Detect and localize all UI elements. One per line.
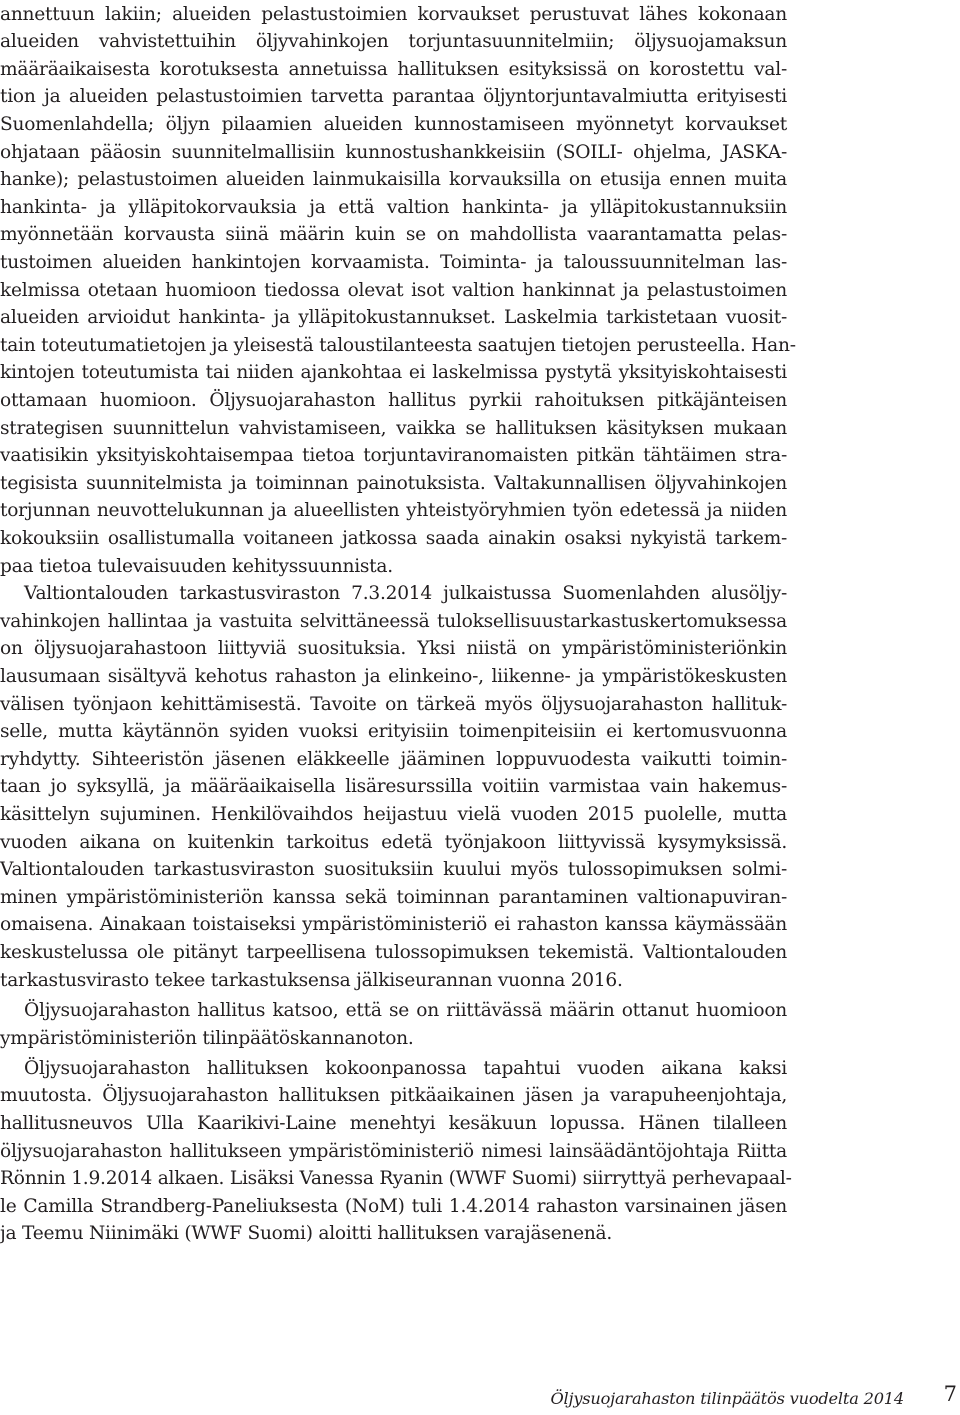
- text-line: hankinta- ja ylläpitokorvauksia ja että valtion hankinta- ja ylläpitokustannuksiin: [0, 197, 787, 218]
- text-line: Valtiontalouden tarkastusviraston 7.3.2014 julkaistussa Suomenlahden alusöljy-: [24, 583, 787, 604]
- text-line: Valtiontalouden tarkastusviraston suosituksiin kuului myös tulossopimuksen solmi-: [0, 859, 787, 880]
- text-line: kelmissa otetaan huomioon tiedossa olevat isot valtion hankinnat ja pelastustoimen: [0, 280, 787, 301]
- footer-title: Öljysuojarahaston tilinpäätös vuodelta 2014: [550, 1389, 904, 1408]
- page-number: 7: [943, 1382, 957, 1406]
- text-line: hanke); pelastustoimen alueiden lainmukaisilla korvauksilla on etusija ennen muita: [0, 169, 787, 190]
- text-line: Rönnin 1.9.2014 alkaen. Lisäksi Vanessa Ryanin (WWF Suomi) siirryttyä perhevapaal-: [0, 1168, 792, 1189]
- text-line: taan jo syksyllä, ja määräaikaisella lisäresurssilla voitiin varmistaa vain hakemus-: [0, 776, 787, 797]
- text-line: tion ja alueiden pelastustoimien tarvetta parantaa öljyntorjuntavalmiutta erityisesti: [0, 86, 787, 107]
- text-line: tain toteutumatietojen ja yleisestä taloustilanteesta saatujen tietojen perusteella. Han-: [0, 335, 796, 356]
- text-line: määräaikaisesta korotuksesta annetuissa hallituksen esityksissä on korostettu val-: [0, 59, 787, 80]
- text-line: paa tietoa tulevaisuuden kehityssuunnista.: [0, 556, 393, 577]
- text-line: selle, mutta käytännön syiden vuoksi erityisiin toimenpiteisiin ei kertomusvuonna: [0, 721, 787, 742]
- text-line: muutosta. Öljysuojarahaston hallituksen pitkäaikainen jäsen ja varapuheenjohtaja,: [0, 1085, 787, 1106]
- text-line: on öljysuojarahastoon liittyviä suosituksia. Yksi niistä on ympäristöministeriönkin: [0, 638, 787, 659]
- text-line: hallitusneuvos Ulla Kaarikivi-Laine menehtyi kesäkuun lopussa. Hänen tilalleen: [0, 1113, 787, 1134]
- text-line: kokouksiin osallistumalla voitaneen jatkossa saada ainakin osaksi nykyistä tarkem-: [0, 528, 787, 549]
- page-footer: [0, 1380, 960, 1414]
- text-line: Suomenlahdella; öljyn pilaamien alueiden kunnostamiseen myönnetyt korvaukset: [0, 114, 787, 135]
- text-line: alueiden arvioidut hankinta- ja ylläpitokustannukset. Laskelmia tarkistetaan vuosit-: [0, 307, 787, 328]
- text-line: le Camilla Strandberg-Paneliuksesta (NoM) tuli 1.4.2014 rahaston varsinainen jäsen: [0, 1196, 787, 1217]
- text-line: strategisen suunnittelun vahvistamiseen, vaikka se hallituksen käsityksen mukaan: [0, 418, 787, 439]
- text-line: omaisena. Ainakaan toistaiseksi ympäristöministeriö ei rahaston kanssa käymässään: [0, 914, 787, 935]
- text-line: tustoimen alueiden hankintojen korvaamista. Toiminta- ja taloussuunnitelman las-: [0, 252, 787, 273]
- text-line: torjunnan neuvottelukunnan ja alueellisten yhteistyöryhmien työn edetessä ja niiden: [0, 500, 787, 521]
- text-line: ja Teemu Niinimäki (WWF Suomi) aloitti hallituksen varajäsenenä.: [0, 1223, 613, 1244]
- text-line: Öljysuojarahaston hallitus katsoo, että se on riittävässä määrin ottanut huomioon: [24, 1000, 787, 1021]
- text-line: tarkastusvirasto tekee tarkastuksensa jälkiseurannan vuonna 2016.: [0, 970, 623, 991]
- text-line: alueiden vahvistettuihin öljyvahinkojen torjuntasuunnitelmiin; öljysuojamaksun: [0, 31, 787, 52]
- text-line: lausumaan sisältyvä kehotus rahaston ja elinkeino-, liikenne- ja ympäristökeskusten: [0, 666, 787, 687]
- text-line: ottamaan huomioon. Öljysuojarahaston hallitus pyrkii rahoituksen pitkäjänteisen: [0, 390, 787, 411]
- text-line: keskustelussa ole pitänyt tarpeellisena tulossopimuksen tekemistä. Valtiontalouden: [0, 942, 787, 963]
- text-line: tegisista suunnitelmista ja toiminnan painotuksista. Valtakunnallisen öljyvahinkojen: [0, 473, 787, 494]
- text-line: ryhdytty. Sihteeristön jäsenen eläkkeelle jääminen loppuvuodesta vaikutti toimin-: [0, 749, 787, 770]
- text-line: välisen työnjaon kehittämisestä. Tavoite on tärkeä myös öljysuojarahaston hallituk-: [0, 694, 787, 715]
- text-line: kintojen toteutumista tai niiden ajankohtaa ei laskelmissa pystytä yksityiskohtaisesti: [0, 362, 787, 383]
- text-line: vaatisikin yksityiskohtaisempaa tietoa torjuntaviranomaisten pitkän tähtäimen stra-: [0, 445, 787, 466]
- text-line: vuoden aikana on kuitenkin tarkoitus edetä työnjakoon liittyvissä kysymyksissä.: [0, 832, 787, 853]
- text-line: käsittelyn sujuminen. Henkilövaihdos heijastuu vielä vuoden 2015 puolelle, mutta: [0, 804, 787, 825]
- text-line: Öljysuojarahaston hallituksen kokoonpanossa tapahtui vuoden aikana kaksi: [24, 1058, 787, 1079]
- text-line: vahinkojen hallintaa ja vastuita selvittäneessä tuloksellisuustarkastuskertomuksessa: [0, 611, 787, 632]
- text-line: minen ympäristöministeriön kanssa sekä toiminnan parantaminen valtionapuviran-: [0, 887, 787, 908]
- text-line: myönnetään korvausta siinä määrin kuin se on mahdollista vaarantamatta pelas-: [0, 224, 787, 245]
- text-line: annettuun lakiin; alueiden pelastustoimien korvaukset perustuvat lähes kokonaan: [0, 4, 787, 25]
- text-line: öljysuojarahaston hallitukseen ympäristöministeriö nimesi lainsäädäntöjohtaja Riitta: [0, 1141, 787, 1162]
- text-line: ympäristöministeriön tilinpäätöskannanoton.: [0, 1028, 414, 1049]
- text-line: ohjataan pääosin suunnitelmallisiin kunnostushankkeisiin (SOILI- ohjelma, JASKA-: [0, 142, 787, 163]
